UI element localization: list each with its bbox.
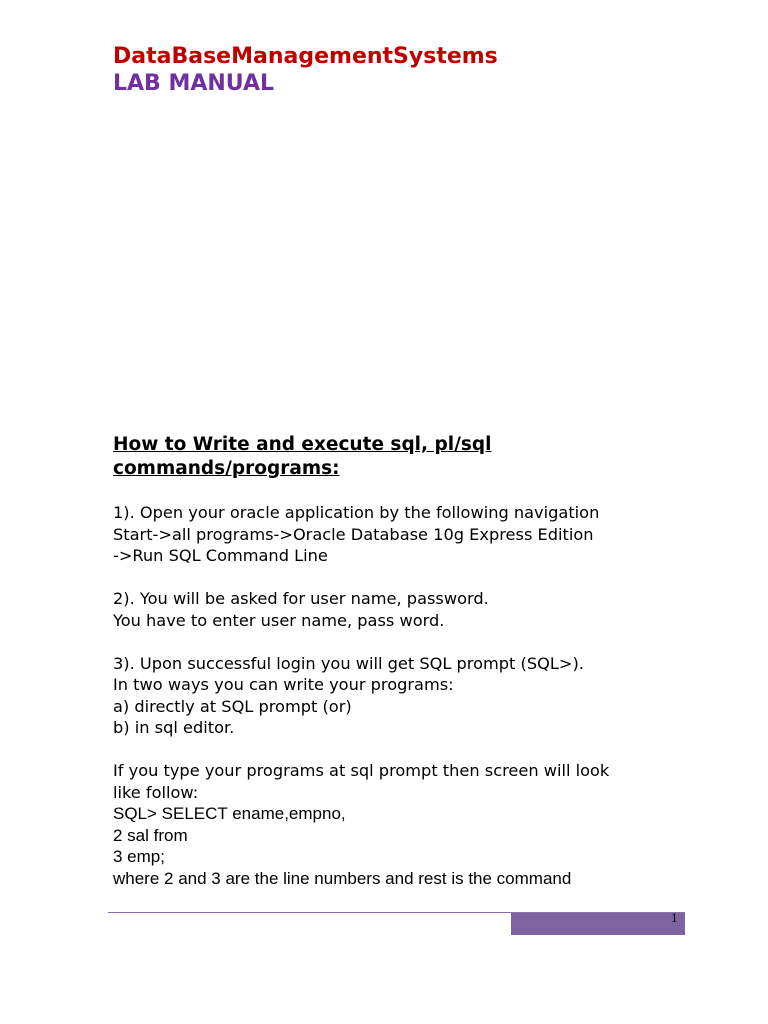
step-1-line-2: Start->all programs->Oracle Database 10g Express Edition bbox=[113, 524, 594, 544]
prompt-intro-line-2: like follow: bbox=[113, 782, 199, 802]
document-subtitle: LAB MANUAL bbox=[113, 71, 275, 96]
instructions-body bbox=[113, 502, 673, 889]
document-title: DataBaseManagementSystems bbox=[113, 44, 498, 69]
step-1-line-3: ->Run SQL Command Line bbox=[113, 546, 328, 565]
step-2-line-2: You have to enter user name, pass word. bbox=[113, 610, 445, 630]
step-1-paragraph bbox=[113, 502, 673, 567]
sql-example-line-2: 2 sal from bbox=[113, 825, 188, 845]
section-heading-line-1: How to Write and execute sql, pl/sql bbox=[113, 434, 492, 455]
step-3-line-4: b) in sql editor. bbox=[113, 718, 235, 737]
step-3-line-3: a) directly at SQL prompt (or) bbox=[113, 696, 352, 716]
page-number: 1 bbox=[671, 912, 678, 925]
section-heading-line-2: commands/programs: bbox=[113, 458, 340, 479]
step-3-line-2: In two ways you can write your programs: bbox=[113, 675, 454, 694]
step-3-line-1: 3). Upon successful login you will get SQL prompt (SQL>). bbox=[113, 653, 584, 673]
section-heading bbox=[113, 433, 633, 481]
sql-prompt-paragraph bbox=[113, 760, 673, 889]
sql-example-line-3: 3 emp; bbox=[113, 847, 165, 866]
sql-example-line-4: where 2 and 3 are the line numbers and rest is the command bbox=[113, 868, 572, 888]
page-number-bar bbox=[511, 913, 685, 935]
step-2-paragraph bbox=[113, 588, 673, 631]
step-2-line-1: 2). You will be asked for user name, password. bbox=[113, 589, 489, 608]
sql-example-line-1: SQL> SELECT ename,empno, bbox=[113, 804, 346, 823]
prompt-intro-line-1: If you type your programs at sql prompt then screen will look bbox=[113, 761, 610, 780]
step-3-paragraph bbox=[113, 653, 673, 739]
step-1-line-1: 1). Open your oracle application by the following navigation bbox=[113, 503, 600, 522]
